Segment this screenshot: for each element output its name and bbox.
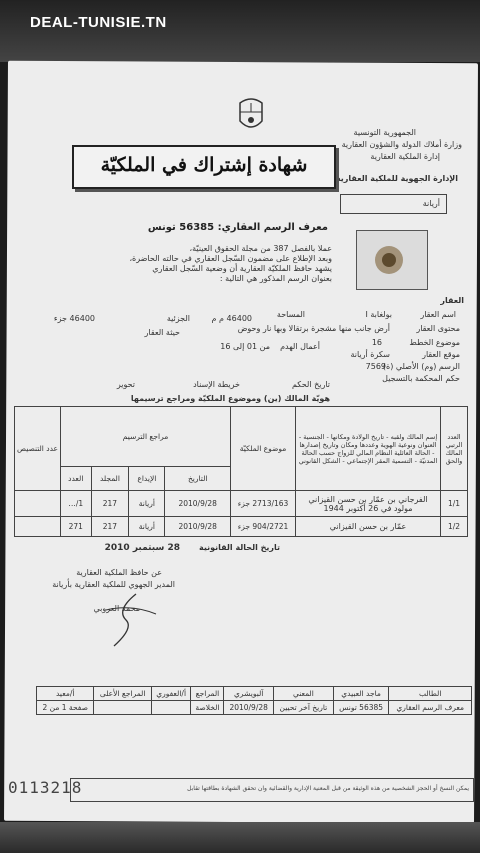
property-name-value: بولغابة I <box>365 310 392 319</box>
registry-number: معرف الرسم العقاري: 56385 تونس <box>147 222 328 233</box>
title-box <box>72 145 336 189</box>
works-label: أعمال الهدم <box>280 342 320 351</box>
background-top <box>0 0 480 62</box>
col-volume: المجلد <box>91 467 129 491</box>
seal-icon <box>357 231 427 289</box>
plan-label: موضوع الخطط <box>409 338 460 347</box>
handwritten-signature <box>96 590 166 650</box>
intro-line-3: يشهد حافظ الملكيّة العقارية أن وضعية السّجل العقاري <box>152 264 332 273</box>
intro-line-4: بعنوان الرسم المذكور هي التالية : <box>219 274 332 283</box>
header-directorate: إدارة الملكية العقارية <box>370 152 440 161</box>
works-value: من 01 إلى 16 <box>220 342 270 351</box>
col-observations: عدد التنصيص <box>15 407 61 491</box>
signature-name: محمد العروبي <box>93 604 140 613</box>
document-title: شهادة إشتراك في الملكيّة <box>100 154 308 176</box>
intro-line-2: وبعد الإطلاع على مضمون السّجل العقاري في حالته الحاضرة، <box>129 254 332 263</box>
origin-label: الرسم (وم) الأصلي (ة) <box>382 362 460 371</box>
location-label: موقع العقار <box>422 350 460 359</box>
owners-table <box>14 406 468 537</box>
court-label: حكم المحكمة بالتسجيل <box>382 374 460 383</box>
court-date-label: تاريخ الحكم <box>291 380 330 389</box>
content-value: أرض جانب منها مشجرة برتقالا وبها نار وحوض <box>237 324 390 333</box>
area-value: 46400 م م <box>211 314 252 323</box>
prep-label: خريطة الإسناد <box>193 380 240 389</box>
serial-number: 0113218 <box>8 778 83 797</box>
property-heading: العقار <box>440 296 464 305</box>
background-bottom <box>0 822 480 853</box>
col-deposit: الإيداع <box>129 467 165 491</box>
legal-status-label: تاريخ الحالة القانونية <box>199 543 280 552</box>
stamp-photo <box>356 230 428 290</box>
location-value: سكرة أريانة <box>350 350 390 359</box>
parts-value: 46400 جزء <box>53 314 95 323</box>
origin-value: 7569 <box>365 362 386 371</box>
plan-note: حيثة العقار <box>144 328 180 337</box>
bottom-note-box <box>70 778 474 802</box>
watermark-brand: DEAL-TUNISIE.TN <box>30 14 167 31</box>
draw-label: تحوير <box>116 380 135 389</box>
table-row: 1/2 عمّار بن حسن القيزاني 904/2721 جزء 2010/9/28 أريانة 217 271 <box>15 517 468 537</box>
intro-line-1: عملا بالفصل 387 من مجلة الحقوق العينيّة، <box>189 244 332 253</box>
region-box: أريانة <box>340 194 447 214</box>
area-label: المساحة <box>276 310 305 319</box>
header-republic: الجمهورية التونسية <box>353 128 416 137</box>
owners-heading: هويّة المالك (ين) وموضوع الملكيّة ومراجع ترسيمها <box>130 394 330 403</box>
col-identity: إسم المالك ولقبه - تاريخ الولادة ومكانها - الجنسية - العنوان ونوعية الهوية وعددها ومكان وتاريخ إصدارها - الحالة العائلية النظام المالي للزواج حسب الحالة المدنيّة - التسمية المقر الإجتماعي - الشكل القانوني <box>296 407 441 491</box>
tunisia-emblem-icon <box>236 95 266 135</box>
header-regional: الإدارة الجهوية للملكية العقارية <box>335 174 458 183</box>
content-label: محتوى العقار <box>416 324 460 333</box>
col-order: العدد الرتبي المالك والحق <box>441 407 468 491</box>
signature-line-1: عن حافظ الملكية العقارية <box>76 568 162 577</box>
summary-table: الطالب ماجد العبيدي المعني آلبويشري المراجع أ/العفوري المراجع الأعلى أ/معيد معرف الرسم العقاري 56385 تونس تاريخ آخر تحيين 2010/9/28 الخلاصة صفحة 1 من 2 <box>36 686 472 715</box>
col-number: العدد <box>61 467 92 491</box>
col-date: التاريخ <box>165 467 231 491</box>
parts-label: الجزئية <box>166 314 190 323</box>
property-name-label: اسم العقار <box>420 310 456 319</box>
legal-status-date: 28 سبتمبر 2010 <box>104 543 180 553</box>
plan-value: 16 <box>371 338 382 347</box>
header-ministry: وزارة أملاك الدولة والشؤون العقارية <box>341 140 462 149</box>
col-refs: مراجع الترسيم <box>61 407 231 467</box>
signature-line-2: المدير الجهوي للملكية العقارية بأريانة <box>52 580 175 589</box>
bottom-note: يمكن النسخ أو الحجز الشخصية من هذه الوثيقة من قبل المعنية الإدارية والقضائية وان تحقق الشهادة بطاقتها تقابل <box>187 785 469 792</box>
table-row: 1/1 الفرجاني بن عمّار بن حسن القيزاني مولود في 26 أكتوبر 1944 2713/163 جزء 2010/9/28 أريانة 217 1/… <box>15 491 468 517</box>
col-subject: موضوع الملكيّة <box>231 407 296 491</box>
